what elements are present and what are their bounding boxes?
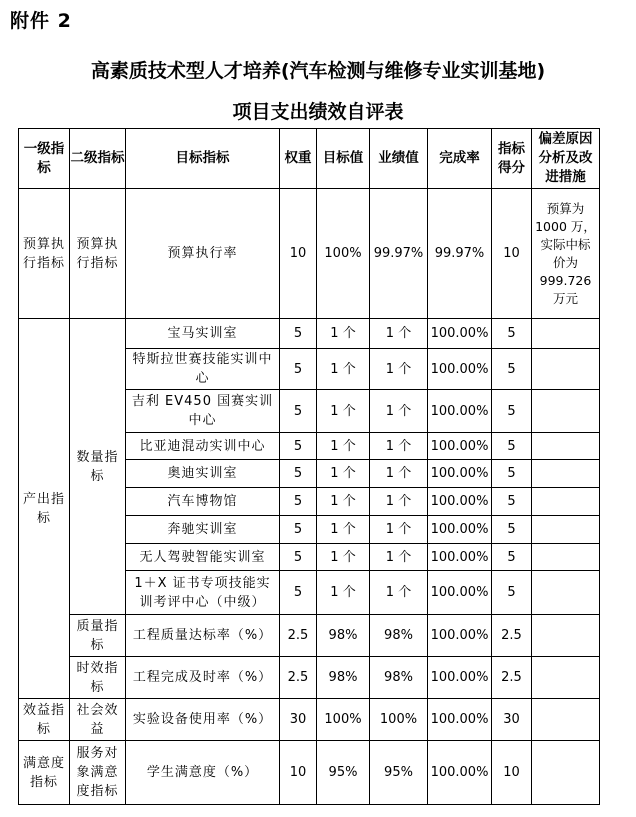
cell-actual: 100% <box>370 699 428 741</box>
cell-actual: 1 个 <box>370 544 428 571</box>
cell-weight: 5 <box>280 390 317 433</box>
cell-weight: 5 <box>280 544 317 571</box>
cell-indicator: 吉利 EV450 国赛实训中心 <box>126 390 280 433</box>
cell-completion: 99.97% <box>428 189 492 319</box>
cell-target: 100% <box>317 189 370 319</box>
page-subtitle: 项目支出绩效自评表 <box>232 101 404 123</box>
cell-deviation-empty <box>532 699 600 741</box>
header-indicator: 目标指标 <box>126 129 280 189</box>
cell-deviation-empty <box>532 390 600 433</box>
cell-weight: 10 <box>280 741 317 805</box>
cell-score: 5 <box>492 433 532 460</box>
cell-score: 10 <box>492 189 532 319</box>
cell-level1-benefit: 效益指标 <box>19 699 70 741</box>
cell-completion: 100.00% <box>428 460 492 488</box>
header-level1: 一级指标 <box>19 129 70 189</box>
cell-score: 2.5 <box>492 657 532 699</box>
header-actual: 业绩值 <box>370 129 428 189</box>
cell-weight: 30 <box>280 699 317 741</box>
cell-weight: 2.5 <box>280 657 317 699</box>
cell-completion: 100.00% <box>428 741 492 805</box>
cell-completion: 100.00% <box>428 699 492 741</box>
cell-score: 5 <box>492 390 532 433</box>
cell-actual: 1 个 <box>370 319 428 349</box>
deviation-line: 1000 万， <box>535 218 596 234</box>
cell-indicator: 比亚迪混动实训中心 <box>126 433 280 460</box>
cell-actual: 98% <box>370 615 428 657</box>
cell-score: 5 <box>492 460 532 488</box>
cell-target: 1 个 <box>317 349 370 390</box>
cell-weight: 5 <box>280 319 317 349</box>
cell-level2-quality: 质量指标 <box>70 615 126 657</box>
cell-level1-budget: 预算执行指标 <box>19 189 70 319</box>
annex-label: 附件 2 <box>10 10 72 32</box>
cell-completion: 100.00% <box>428 433 492 460</box>
cell-actual: 1 个 <box>370 349 428 390</box>
cell-deviation-empty <box>532 571 600 615</box>
page-title: 高素质技术型人才培养(汽车检测与维修专业实训基地) <box>90 60 546 82</box>
cell-completion: 100.00% <box>428 516 492 544</box>
cell-target: 1 个 <box>317 319 370 349</box>
table-row-benefit <box>19 699 600 741</box>
performance-table <box>18 128 600 805</box>
cell-deviation-empty <box>532 460 600 488</box>
cell-deviation-empty <box>532 349 600 390</box>
cell-target: 1 个 <box>317 571 370 615</box>
deviation-line: 预算为 <box>546 200 585 216</box>
cell-deviation-empty <box>532 488 600 516</box>
cell-target: 98% <box>317 657 370 699</box>
cell-target: 98% <box>317 615 370 657</box>
cell-completion: 100.00% <box>428 488 492 516</box>
cell-actual: 1 个 <box>370 433 428 460</box>
cell-deviation-empty <box>532 319 600 349</box>
cell-indicator: 奥迪实训室 <box>126 460 280 488</box>
cell-weight: 5 <box>280 516 317 544</box>
cell-score: 5 <box>492 516 532 544</box>
cell-deviation-empty <box>532 615 600 657</box>
cell-target: 1 个 <box>317 433 370 460</box>
cell-weight: 2.5 <box>280 615 317 657</box>
cell-completion: 100.00% <box>428 615 492 657</box>
table-row-satisfaction <box>19 741 600 805</box>
cell-score: 5 <box>492 571 532 615</box>
cell-level2-satisfaction: 服务对象满意度指标 <box>70 741 126 805</box>
cell-actual: 1 个 <box>370 488 428 516</box>
cell-weight: 5 <box>280 488 317 516</box>
header-row <box>19 129 600 189</box>
deviation-line: 实际中标 <box>540 236 591 252</box>
cell-indicator: 工程质量达标率（%） <box>126 615 280 657</box>
cell-score: 2.5 <box>492 615 532 657</box>
cell-level2-budget: 预算执行指标 <box>70 189 126 319</box>
cell-deviation-empty <box>532 544 600 571</box>
cell-indicator: 预算执行率 <box>126 189 280 319</box>
cell-actual: 98% <box>370 657 428 699</box>
cell-target: 1 个 <box>317 460 370 488</box>
cell-score: 5 <box>492 349 532 390</box>
cell-actual: 1 个 <box>370 460 428 488</box>
cell-level1-satisfaction: 满意度指标 <box>19 741 70 805</box>
table-row <box>19 319 600 349</box>
cell-indicator: 宝马实训室 <box>126 319 280 349</box>
cell-actual: 1 个 <box>370 516 428 544</box>
cell-level2-timeliness: 时效指标 <box>70 657 126 699</box>
cell-completion: 100.00% <box>428 657 492 699</box>
deviation-line: 万元 <box>552 290 578 306</box>
header-weight: 权重 <box>280 129 317 189</box>
header-level2: 二级指标 <box>70 129 126 189</box>
cell-weight: 5 <box>280 571 317 615</box>
cell-score: 10 <box>492 741 532 805</box>
cell-indicator: 汽车博物馆 <box>126 488 280 516</box>
cell-weight: 5 <box>280 460 317 488</box>
cell-indicator: 奔驰实训室 <box>126 516 280 544</box>
cell-weight: 10 <box>280 189 317 319</box>
header-score: 指标得分 <box>492 129 532 189</box>
table-row-budget <box>19 189 600 319</box>
deviation-line: 999.726 <box>539 272 592 288</box>
cell-deviation-empty <box>532 516 600 544</box>
cell-deviation-empty <box>532 741 600 805</box>
deviation-line: 价为 <box>552 254 578 270</box>
cell-level2-quantity: 数量指标 <box>70 319 126 615</box>
cell-indicator: 1＋X 证书专项技能实训考评中心（中级） <box>126 571 280 615</box>
cell-target: 1 个 <box>317 544 370 571</box>
cell-indicator: 特斯拉世赛技能实训中心 <box>126 349 280 390</box>
cell-target: 95% <box>317 741 370 805</box>
cell-completion: 100.00% <box>428 390 492 433</box>
cell-actual: 95% <box>370 741 428 805</box>
header-deviation: 偏差原因分析及改进措施 <box>532 129 600 189</box>
cell-score: 5 <box>492 544 532 571</box>
table-row-quality <box>19 615 600 657</box>
cell-completion: 100.00% <box>428 571 492 615</box>
header-target: 目标值 <box>317 129 370 189</box>
cell-weight: 5 <box>280 433 317 460</box>
cell-indicator: 工程完成及时率（%） <box>126 657 280 699</box>
cell-indicator: 无人驾驶智能实训室 <box>126 544 280 571</box>
cell-actual: 1 个 <box>370 571 428 615</box>
cell-level2-benefit: 社会效益 <box>70 699 126 741</box>
cell-target: 1 个 <box>317 516 370 544</box>
cell-deviation-empty <box>532 433 600 460</box>
cell-indicator: 实验设备使用率（%） <box>126 699 280 741</box>
cell-target: 1 个 <box>317 488 370 516</box>
cell-completion: 100.00% <box>428 319 492 349</box>
cell-score: 30 <box>492 699 532 741</box>
cell-level1-output: 产出指标 <box>19 319 70 699</box>
cell-score: 5 <box>492 319 532 349</box>
table-row-timeliness <box>19 657 600 699</box>
cell-weight: 5 <box>280 349 317 390</box>
cell-score: 5 <box>492 488 532 516</box>
cell-deviation <box>532 189 600 319</box>
cell-actual: 99.97% <box>370 189 428 319</box>
cell-deviation-empty <box>532 657 600 699</box>
cell-target: 1 个 <box>317 390 370 433</box>
cell-completion: 100.00% <box>428 349 492 390</box>
cell-completion: 100.00% <box>428 544 492 571</box>
cell-target: 100% <box>317 699 370 741</box>
header-completion: 完成率 <box>428 129 492 189</box>
cell-indicator: 学生满意度（%） <box>126 741 280 805</box>
cell-actual: 1 个 <box>370 390 428 433</box>
